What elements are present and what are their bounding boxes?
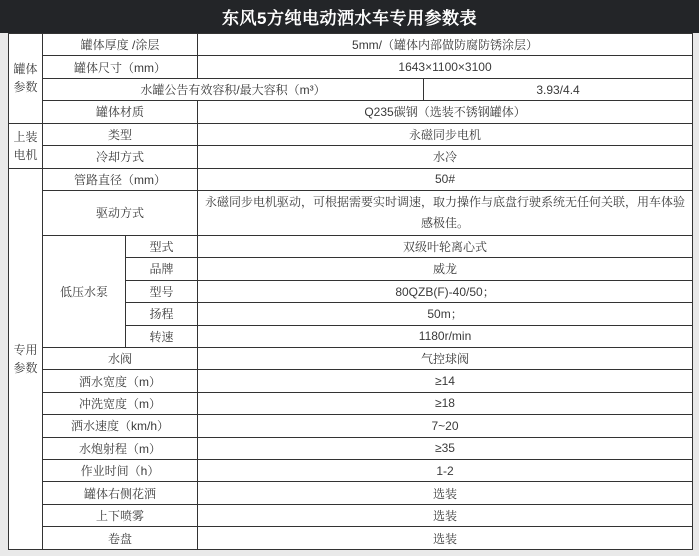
row-value-pump-head: 50m； [198,303,693,325]
row-value-pump-model: 80QZB(F)-40/50； [198,280,693,302]
table-row [9,235,693,257]
table-row [9,437,693,459]
table-row [9,504,693,526]
row-label-capacity: 水罐公告有效容积/最大容积（m³） [43,78,424,100]
table-row [9,56,693,78]
table-row [9,34,693,56]
spec-table [8,33,693,550]
row-value-mist-spray: 选装 [198,504,693,526]
row-value-drive-mode: 永磁同步电机驱动，可根据需要实时调速，取力操作与底盘行驶系统无任何关联，用车体验感极佳。 [198,190,693,235]
row-value-pipe-diameter: 50# [198,168,693,190]
row-label-spray-width: 洒水宽度（m） [43,370,198,392]
row-value-work-time: 1-2 [198,460,693,482]
row-label-water-valve: 水阀 [43,347,198,369]
row-value-motor-type: 永磁同步电机 [198,123,693,145]
table-row [9,146,693,168]
row-value-capacity: 3.93/4.4 [424,78,693,100]
row-value-flush-width: ≥18 [198,392,693,414]
row-label-material: 罐体材质 [43,101,198,123]
row-value-pump-type: 双级叶轮离心式 [198,235,693,257]
row-label-pump-speed: 转速 [126,325,198,347]
row-value-water-valve: 气控球阀 [198,347,693,369]
row-value-pump-speed: 1180r/min [198,325,693,347]
row-label-cooling: 冷却方式 [43,146,198,168]
group-special-params: 专用参数 [9,168,43,549]
table-row [9,370,693,392]
row-value-pump-brand: 威龙 [198,258,693,280]
row-value-spray-width: ≥14 [198,370,693,392]
table-row [9,482,693,504]
row-label-pump-model: 型号 [126,280,198,302]
row-label-side-shower: 罐体右侧花洒 [43,482,198,504]
row-value-size: 1643×1100×3100 [198,56,693,78]
table-row [9,392,693,414]
table-row [9,168,693,190]
row-label-thickness: 罐体厚度 /涂层 [43,34,198,56]
row-value-cannon-range: ≥35 [198,437,693,459]
group-low-pressure-pump: 低压水泵 [43,235,126,347]
row-label-size: 罐体尺寸（mm） [43,56,198,78]
row-value-spray-speed: 7~20 [198,415,693,437]
table-row [9,415,693,437]
row-label-mist-spray: 上下喷雾 [43,504,198,526]
table-row [9,78,693,100]
row-label-flush-width: 冲洗宽度（m） [43,392,198,414]
row-value-side-shower: 选装 [198,482,693,504]
row-label-cannon-range: 水炮射程（m） [43,437,198,459]
page-title: 东风5方纯电动洒水车专用参数表 [0,0,699,33]
table-row [9,527,693,550]
row-value-material: Q235碳钢（选装不锈钢罐体） [198,101,693,123]
row-label-hose-reel: 卷盘 [43,527,198,550]
row-label-spray-speed: 洒水速度（km/h） [43,415,198,437]
row-label-pump-type: 型式 [126,235,198,257]
row-label-work-time: 作业时间（h） [43,460,198,482]
row-label-pipe-diameter: 管路直径（mm） [43,168,198,190]
table-row [9,460,693,482]
group-upper-motor: 上装电机 [9,123,43,168]
table-row [9,190,693,235]
table-row [9,123,693,145]
table-row [9,347,693,369]
row-value-cooling: 水冷 [198,146,693,168]
row-label-pump-brand: 品牌 [126,258,198,280]
row-label-drive-mode: 驱动方式 [43,190,198,235]
row-value-hose-reel: 选装 [198,527,693,550]
group-tank-params: 罐体参数 [9,34,43,124]
row-label-pump-head: 扬程 [126,303,198,325]
row-label-motor-type: 类型 [43,123,198,145]
table-row [9,101,693,123]
row-value-thickness: 5mm/（罐体内部做防腐防锈涂层） [198,34,693,56]
